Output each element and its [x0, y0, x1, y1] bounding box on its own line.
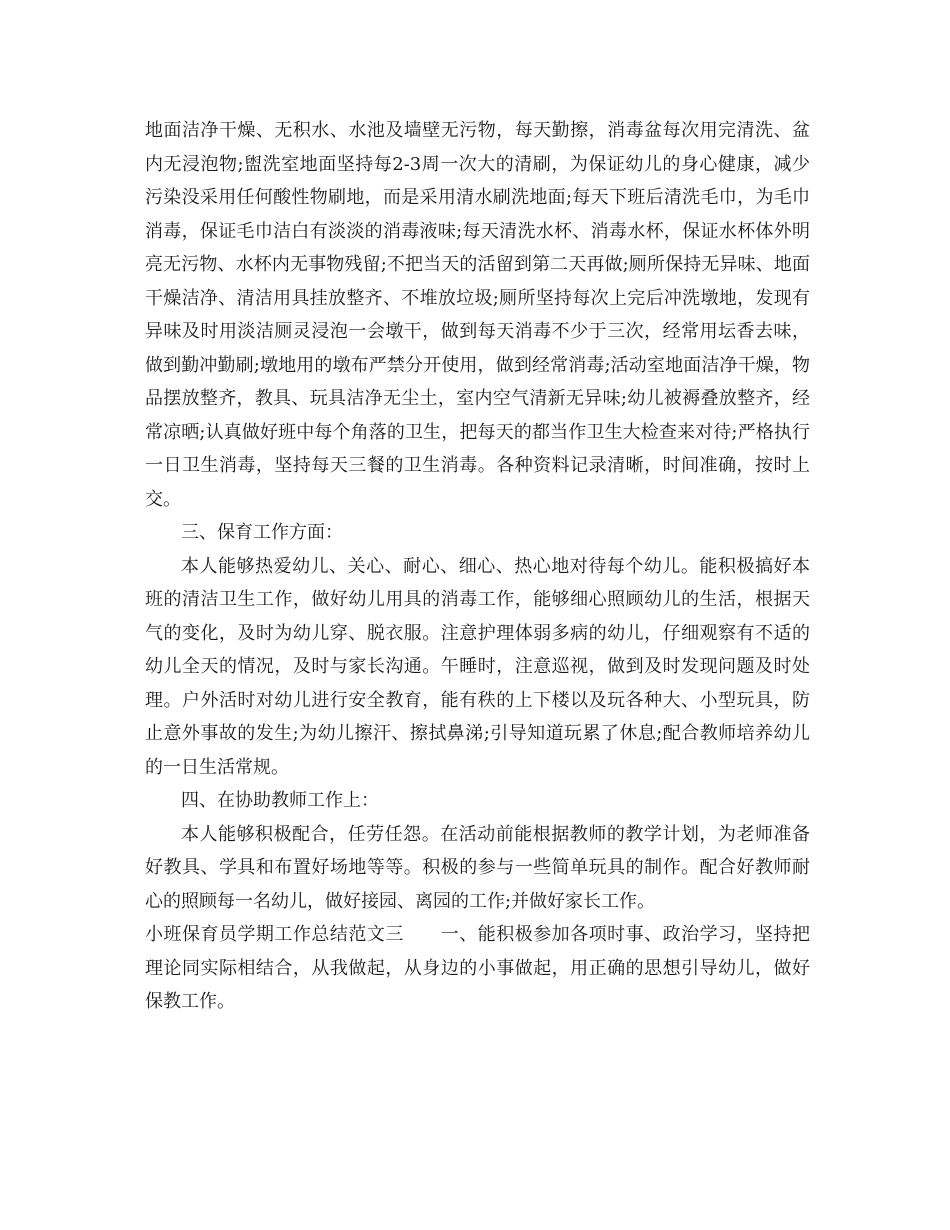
paragraph-care-work: 本人能够热爱幼儿、关心、耐心、细心、热心地对待每个幼儿。能积极搞好本班的清洁卫生工作，做好幼儿用具的消毒工作，能够细心照顾幼儿的生活，根据天气的变化，及时为幼儿穿、脱衣服。注意护理体弱多病的幼儿，仔细观察有不适的幼儿全天的情况，及时与家长沟通。午睡时，注意巡视，做到及时发现问题及时处理。户外活时对幼儿进行安全教育，能有秩的上下楼以及玩各种大、小型玩具，防止意外事故的发生;为幼儿擦汗、擦拭鼻涕;引导知道玩累了休息;配合教师培养幼儿的一日生活常规。 — [145, 555, 810, 778]
section-heading-assist-teacher: 四、在协助教师工作上： — [181, 790, 379, 811]
document-body — [145, 114, 810, 1019]
section-heading-care-work: 三、保育工作方面： — [181, 522, 343, 543]
paragraph-assist-teacher: 本人能够积极配合，任劳任怨。在活动前能根据教师的教学计划，为老师准备好教具、学具和布置好场地等等。积极的参与一些简单玩具的制作。配合好教师耐心的照顾每一名幼儿，做好接园、离园的工作;并做好家长工作。 — [145, 823, 810, 912]
paragraph-sample-three: 小班保育员学期工作总结范文三 一、能积极参加各项时事、政治学习，坚持把理论同实际相结合，从我做起，从身边的小事做起，用正确的思想引导幼儿，做好保教工作。 — [145, 924, 810, 1012]
paragraph-hygiene-continued: 地面洁净干燥、无积水、水池及墙壁无污物，每天勤擦，消毒盆每次用完清洗、盆内无浸泡物;盥洗室地面坚持每2-3周一次大的清刷，为保证幼儿的身心健康，减少污染没采用任何酸性物刷地，而是采用清水刷洗地面;每天下班后清洗毛巾，为毛巾消毒，保证毛巾洁白有淡淡的消毒液味;每天清洗水杯、消毒水杯，保证水杯体外明亮无污物、水杯内无事物残留;不把当天的活留到第二天再做;厕所保持无异味、地面干燥洁净、清洁用具挂放整齐、不堆放垃圾;厕所坚持每次上完后冲洗墩地，发现有异味及时用淡洁厕灵浸泡一会墩干，做到每天消毒不少于三次，经常用坛香去味，做到勤冲勤刷;墩地用的墩布严禁分开使用，做到经常消毒;活动室地面洁净干燥，物品摆放整齐，教具、玩具洁净无尘土，室内空气清新无异味;幼儿被褥叠放整齐，经常凉晒;认真做好班中每个角落的卫生，把每天的都当作卫生大检查来对待;严格执行一日卫生消毒，坚持每天三餐的卫生消毒。各种资料记录清晰，时间准确，按时上交。 — [145, 120, 810, 510]
